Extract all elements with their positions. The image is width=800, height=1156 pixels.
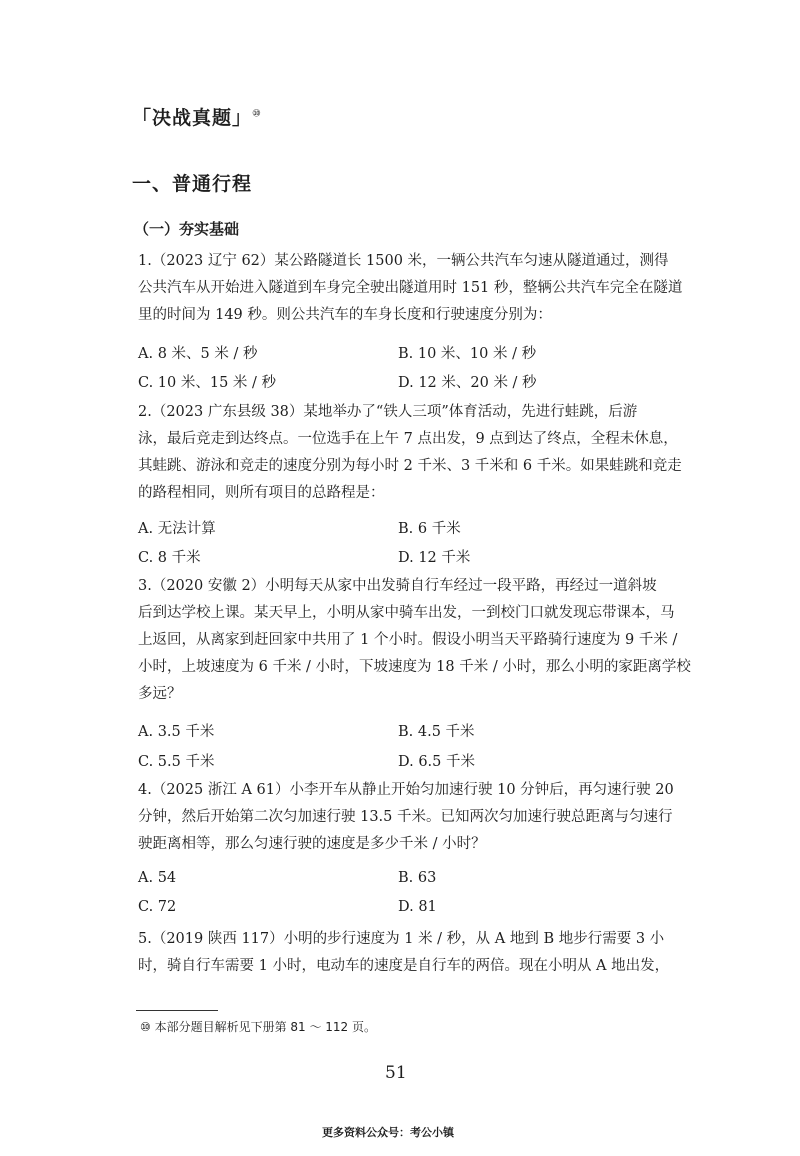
question-line: 里的时间为 149 秒。则公共汽车的车身长度和行驶速度分别为： [138, 307, 552, 323]
section-tag-text: 「决战真题」 [132, 107, 253, 129]
option-a: A. 8 米、5 米 / 秒 [138, 346, 258, 362]
option-b: B. 63 [398, 870, 437, 886]
heading-level-1: 一、普通行程 [132, 173, 253, 195]
question-line: 后到达学校上课。某天早上，小明从家中骑车出发，一到校门口就发现忘带课本，马 [138, 605, 675, 621]
heading-level-2: （一）夯实基础 [134, 220, 240, 238]
question-line: 3.（2020 安徽 2）小明每天从家中出发骑自行车经过一段平路，再经过一道斜坡 [138, 578, 657, 594]
option-a: A. 3.5 千米 [138, 724, 215, 740]
question-line: 公共汽车从开始进入隧道到车身完全驶出隧道用时 151 秒，整辆公共汽车完全在隧道 [138, 280, 683, 296]
option-a: A. 无法计算 [138, 521, 216, 537]
section-tag [132, 103, 262, 130]
question-line: 多远？ [138, 686, 182, 702]
footnote-marker: ⑩ [252, 108, 262, 120]
bottom-banner: 更多资料公众号：考公小镇 [322, 1126, 454, 1139]
question-line: 其蛙跳、游泳和竞走的速度分别为每小时 2 千米、3 千米和 6 千米。如果蛙跳和竞走 [138, 458, 682, 474]
question-line: 1.（2023 辽宁 62）某公路隧道长 1500 米，一辆公共汽车匀速从隧道通过，测得 [138, 253, 669, 269]
question-5 [138, 926, 698, 980]
option-c: C. 10 米、15 米 / 秒 [138, 375, 277, 391]
footnote: ⑩ 本部分题目解析见下册第 81 ～ 112 页。 [140, 1020, 377, 1034]
option-b: B. 4.5 千米 [398, 724, 475, 740]
option-c: C. 8 千米 [138, 550, 201, 566]
option-c: C. 5.5 千米 [138, 754, 215, 770]
question-3 [138, 573, 698, 708]
option-b: B. 6 千米 [398, 521, 461, 537]
question-line: 4.（2025 浙江 A 61）小李开车从静止开始匀加速行驶 10 分钟后，再匀速行驶 20 [138, 782, 674, 798]
footnote-divider [136, 1010, 218, 1011]
question-line: 上返回，从离家到赶回家中共用了 1 个小时。假设小明当天平路骑行速度为 9 千米 / [138, 632, 678, 648]
option-d: D. 6.5 千米 [398, 754, 475, 770]
question-line: 小时，上坡速度为 6 千米 / 小时，下坡速度为 18 千米 / 小时，那么小明的家距离学校 [138, 659, 691, 675]
question-line: 5.（2019 陕西 117）小明的步行速度为 1 米 / 秒，从 A 地到 B 地步行需要 3 小 [138, 931, 665, 947]
question-line: 的路程相同，则所有项目的总路程是： [138, 485, 385, 501]
option-c: C. 72 [138, 899, 177, 915]
question-line: 泳，最后竞走到达终点。一位选手在上午 7 点出发，9 点到达了终点，全程未休息， [138, 431, 678, 447]
option-d: D. 81 [398, 899, 437, 915]
question-2 [138, 399, 698, 507]
question-1 [138, 248, 698, 329]
question-line: 驶距离相等，那么匀速行驶的速度是多少千米 / 小时？ [138, 836, 486, 852]
question-line: 2.（2023 广东县级 38）某地举办了“铁人三项”体育活动，先进行蛙跳，后游 [138, 404, 638, 420]
option-a: A. 54 [138, 870, 177, 886]
option-d: D. 12 千米 [398, 550, 471, 566]
option-b: B. 10 米、10 米 / 秒 [398, 346, 537, 362]
question-4 [138, 777, 698, 858]
question-line: 时，骑自行车需要 1 小时，电动车的速度是自行车的两倍。现在小明从 A 地出发， [138, 958, 670, 974]
page-number: 51 [385, 1063, 407, 1083]
option-d: D. 12 米、20 米 / 秒 [398, 375, 537, 391]
question-line: 分钟，然后开始第二次匀加速行驶 13.5 千米。已知两次匀加速行驶总距离与匀速行 [138, 809, 673, 825]
